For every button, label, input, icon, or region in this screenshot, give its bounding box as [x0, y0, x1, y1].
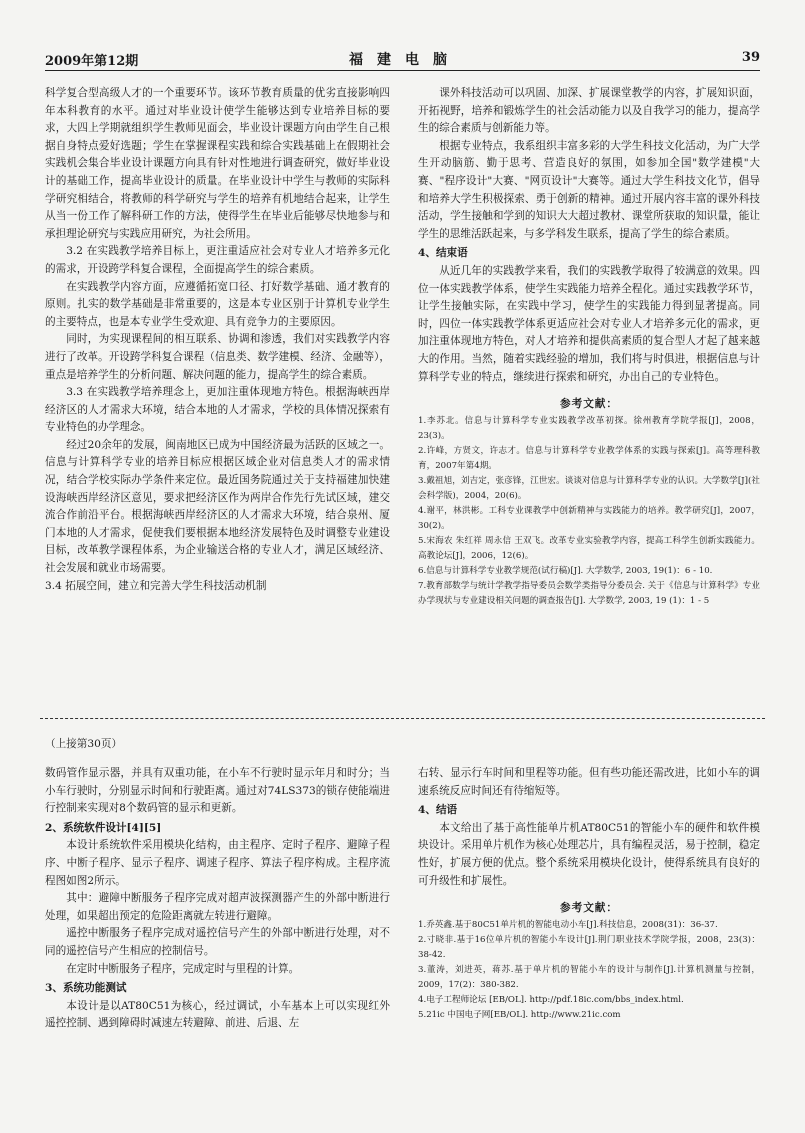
continued-label: （上接第30页） [45, 738, 123, 750]
paragraph: 本设计系统软件采用模块化结构，由主程序、定时子程序、避障子程序、中断子程序、显示子程序、调速子程序、算法子程序构成。主程序流程图如图2所示。 [45, 839, 390, 887]
page-number: 39 [741, 50, 760, 65]
section-heading: 2、系统软件设计[4][5] [45, 821, 162, 834]
paragraph: 在定时中断服务子程序，完成定时与里程的计算。 [66, 962, 300, 975]
reference-item: 2.许峰，方贤文，许志才。信息与计算科学专业教学体系的实践与探索[J]。高等理科教育，2007年第4期。 [418, 445, 760, 471]
reference-item: 5.21ic 中国电子网[EB/OL]. http://www.21ic.com [418, 1009, 621, 1020]
paragraph: 在实践教学内容方面，应遵循拓宽口径、打好数学基础、通才教育的原则。扎实的数学基础是非常重要的，这是本专业区别于计算机专业学生的主要特点，也是本专业学生受欢迎、具有竞争力的主要原因。 [45, 280, 390, 328]
reference-item: 1.乔英鑫.基于80C51单片机的智能电动小车[J].科技信息，2008(31)：36-37. [418, 919, 718, 930]
reference-item: 3.戴祖旭，刘吉定，张彦锋，江世宏。谈谈对信息与计算科学专业的认识。大学数学[J](社会科学版)，2004，20(6)。 [418, 475, 760, 501]
paragraph: 3.3 在实践教学培养理念上，更加注重体现地方特色。根据海峡西岸经济区的人才需求大环境，结合本地的人才需求，学校的具体情况探索有专业特色的办学理念。 [45, 386, 390, 434]
references-heading: 参考文献： [560, 398, 618, 411]
references-heading: 参考文献： [560, 902, 618, 915]
paragraph: 本设计是以AT80C51为核心，经过调试，小车基本上可以实现红外遥控控制、遇到障碍时减速左转避障、前进、后退、左 [45, 999, 390, 1030]
section-heading: 4、结束语 [418, 247, 468, 260]
article-divider [40, 718, 765, 719]
paragraph: 其中：避障中断服务子程序完成对超声波探测器产生的外部中断进行处理，如果超出预定的危险距离就左转进行避障。 [45, 892, 390, 922]
reference-item: 5.宋海农 朱红祥 周永信 王双飞。改革专业实验教学内容，提高工科学生创新实践能力。高教论坛[J]，2006，12(6)。 [418, 535, 760, 561]
bottom-right-column [418, 765, 760, 1023]
reference-item: 1.李苏北。信息与计算科学专业实践教学改革初探。徐州教育学院学报[J]，2008，23(3)。 [418, 415, 760, 441]
reference-item: 3.董涛，刘进英，蒋苏.基于单片机的智能小车的设计与制作[J].计算机测量与控制，2009，17(2)：380-382. [418, 964, 760, 990]
reference-item: 4.电子工程师论坛 [EB/OL]. http://pdf.18ic.com/bbs_index.html. [418, 994, 684, 1005]
paragraph: 遥控中断服务子程序完成对遥控信号产生的外部中断进行处理，对不同的遥控信号产生相应的控制信号。 [45, 927, 390, 957]
bottom-left-column [45, 765, 390, 1033]
paragraph: 同时，为实现课程间的相互联系、协调和渗透，我们对实践教学内容进行了改革。开设跨学科复合课程（信息类、数学建模、经济、金融等），重点是培养学生的分析问题、解决问题的能力，提高学生的综合素质。 [45, 333, 390, 381]
paragraph: 本文给出了基于高性能单片机AT80C51的智能小车的硬件和软件模块设计。采用单片机作为核心处理芯片，具有编程灵活，易于控制，稳定性好，扩展方便的优点。整个系统采用模块化设计，使得系统具有良好的可升级性和扩展性。 [418, 821, 760, 887]
reference-item: 7.教育部数学与统计学教学指导委员会数学类指导分委员会. 关于《信息与计算科学》专业办学现状与专业建设相关问题的调查报告[J]. 大学数学, 2003, 19 (1)：1 - 5 [418, 580, 760, 606]
paragraph: 科学复合型高级人才的一个重要环节。该环节教育质量的优劣直接影响四年本科教育的水平。通过对毕业设计使学生能够达到专业培养目标的要求，大四上学期就组织学生教师见面会，毕业设计课题方向由学生自己根据自身特点爱好选题；学生在掌握课程实践和综合实践基础上在假期社会实践机会集合毕业设计课题方向具有针对性地进行调查研究，做好毕业设计的基础工作，提高毕业设计的质量。在毕业设计中学生与教师的实际科学研究相结合，将教师的科学研究与学生的培养有机地结合起来，让学生从当一份工作了解科研工作的方法，使得学生在毕业后能够尽快地参与和承担理论研究与实践应用研究，为社会所用。 [45, 87, 390, 240]
top-right-column [418, 85, 760, 609]
paragraph: 根据专业特点，我系组织丰富多彩的大学生科技文化活动，为广大学生开动脑筋、勤于思考、营造良好的氛围，如参加全国"数学建模"大赛、"程序设计"大赛、"网页设计"大赛等。通过大学生科技文化节，倡导和培养大学生积极探索、勇于创新的精神。通过开展内容丰富的课外科技活动，学生接触和学到的知识大大超过教材、课堂所获取的知识量，能让学生的思维活跃起来，与多学科发生联系，提高了学生的综合素质。 [418, 139, 760, 240]
top-left-column [45, 85, 390, 595]
paragraph: 经过20余年的发展，闽南地区已成为中国经济最为活跃的区域之一。信息与计算科学专业的培养目标应根据区域企业对信息类人才的需求情况，结合学校实际办学条件来定位。最近国务院通过关于支持福建加快建设海峡西岸经济区意见，要求把经济区作为两岸合作先行先试区域，建交流合作前沿平台。根据海峡西岸经济区的人才需求大环境，结合泉州、厦门本地的人才需求，促使我们要根据本地经济发展特色及时调整专业建设目标，改革教学课程体系，为企业输送合格的专业人才，满足区域经济、社会发展和就业市场需要。 [45, 438, 390, 575]
issue-label: 2009年第12期 [45, 54, 139, 69]
journal-title: 福建电脑 [349, 52, 461, 68]
paragraph: 数码管作显示器，并具有双重功能，在小车不行驶时显示年月和时分；当小车行驶时，分别显示时间和行驶距离。通过对74LS373的锁存使能端进行控制来实现对8个数码管的显示和更新。 [45, 767, 390, 815]
paragraph: 3.2 在实践教学培养目标上，更注重适应社会对专业人才培养多元化的需求，开设跨学科复合课程，全面提高学生的综合素质。 [45, 245, 390, 275]
paragraph: 右转、显示行车时间和里程等功能。但有些功能还需改进，比如小车的调速系统反应时间还有待缩短等。 [418, 767, 760, 797]
paragraph: 课外科技活动可以巩固、加深、扩展课堂教学的内容，扩展知识面，开拓视野，培养和锻炼学生的社会活动能力以及自我学习的能力，提高学生的综合素质与创新能力等。 [418, 87, 760, 135]
reference-item: 6.信息与计算科学专业教学规范(试行稿)[J]. 大学数学, 2003, 19(1)：6 - 10. [418, 565, 713, 576]
paragraph: 从近几年的实践教学来看，我们的实践教学取得了较满意的效果。四位一体实践教学体系，使学生实践能力培养全程化。通过实践教学环节，让学生接触实际，在实践中学习，使学生的实践能力得到显著提高。同时，四位一体实践教学体系更适应社会对专业人才培养多元化的需求，更加注重体现地方特色，对人才培养和提供高素质的复合型人才起了越来越大的作用。当然，随着实践经验的增加，我们将与时俱进，根据信息与计算科学专业的特点，继续进行探索和研究，办出自己的专业特色。 [418, 264, 760, 383]
section-heading: 3、系统功能测试 [45, 982, 127, 995]
paragraph: 3.4 拓展空间，建立和完善大学生科技活动机制 [45, 579, 267, 592]
section-heading: 4、结语 [418, 804, 458, 817]
reference-item: 2.寸晓非.基于16位单片机的智能小车设计[J].荆门职业技术学院学报，2008，23(3)：38-42. [418, 934, 760, 960]
reference-item: 4.谢平，林洪彬。工科专业课教学中创新精神与实践能力的培养。教学研究[J]，2007，30(2)。 [418, 505, 760, 531]
page-header [45, 48, 760, 71]
